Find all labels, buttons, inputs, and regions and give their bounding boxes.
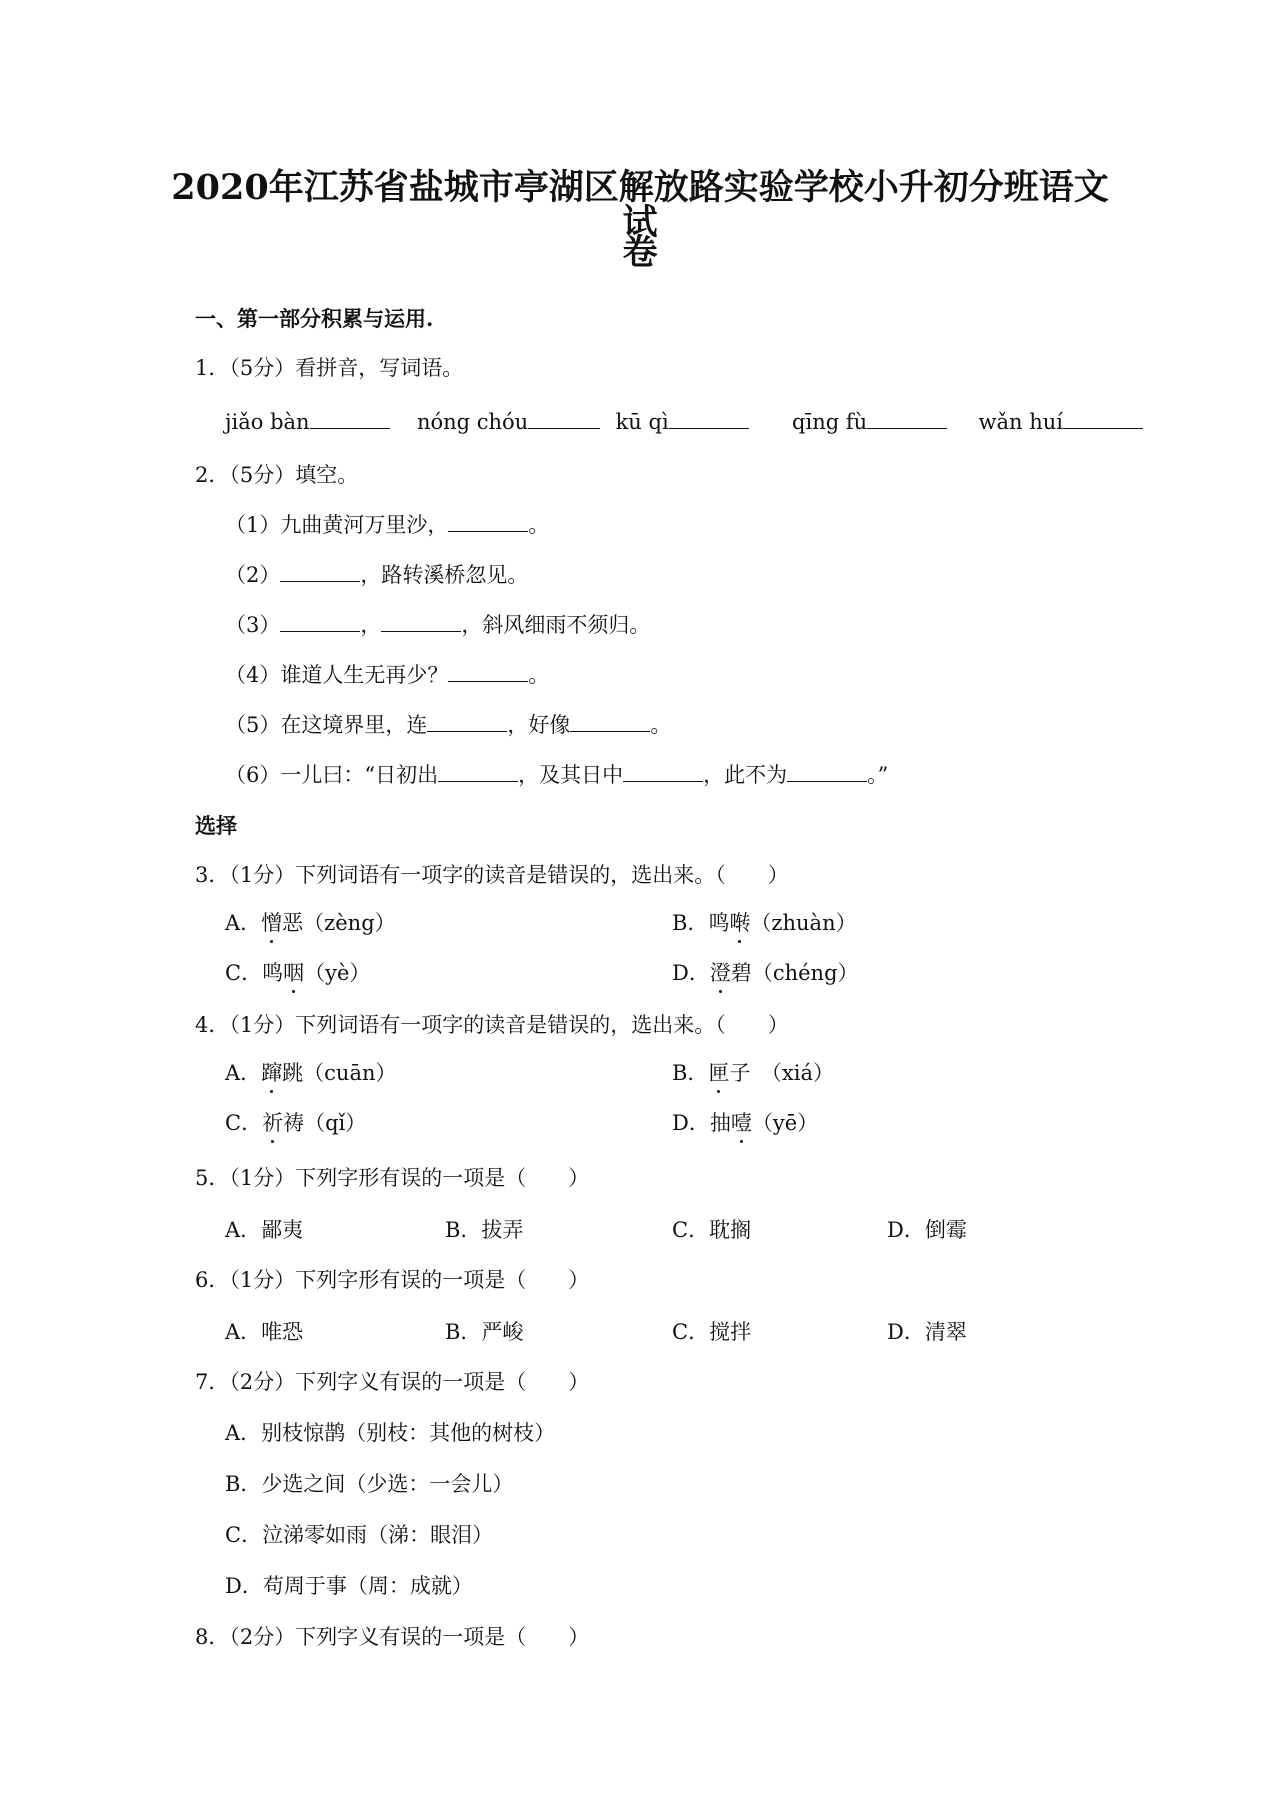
item-text: 。 [528,513,550,537]
document-title-line2: 卷 [622,232,658,273]
question-2-item-2 [225,565,528,586]
question-4-option-d[interactable]: D．抽噎（yē） [672,1111,819,1135]
question-1-stem: 1．（5分）看拼音，写词语。 [195,356,464,380]
answer-blank[interactable] [570,730,650,732]
answer-blank[interactable] [280,580,360,582]
item-number: （4） [225,663,281,687]
item-text: 。” [867,763,889,787]
answer-blank[interactable] [427,730,507,732]
item-number: （5） [225,713,281,737]
answer-blank[interactable] [438,780,518,782]
pinyin-item: kū qì [615,410,669,434]
question-7-option-a[interactable]: A．别枝惊鹊（别枝：其他的树枝） [225,1421,556,1445]
question-4-stem: 4．（1分）下列词语有一项字的读音是错误的，选出来。（ ） [195,1013,789,1037]
answer-blank[interactable] [867,427,947,429]
answer-blank[interactable] [1063,427,1143,429]
question-4-option-c[interactable]: C．祈祷（qǐ） [225,1111,367,1135]
item-text: 九曲黄河万里沙， [280,513,449,537]
item-number: （1） [225,513,281,537]
item-text: 。 [650,713,672,737]
question-3-option-a[interactable]: A．憎恶（zèng） [225,911,396,935]
question-3-option-b[interactable]: B．鸣啭（zhuàn） [672,911,857,935]
question-3-option-c[interactable]: C．鸣咽（yè） [225,961,371,985]
question-6-option-d[interactable]: D．清翠 [887,1320,967,1344]
question-3-stem: 3．（1分）下列词语有一项字的读音是错误的，选出来。（ ） [195,863,789,887]
question-5-option-c[interactable]: C．耽搁 [672,1218,752,1242]
section-heading-choice: 选择 [195,813,237,838]
question-3-option-d[interactable]: D．澄碧（chéng） [672,961,859,985]
pinyin-item: jiǎo bàn [225,410,310,434]
item-text: 在这境界里，连 [280,713,428,737]
item-text: ，路转溪桥忽见。 [360,563,529,587]
answer-blank[interactable] [280,630,360,632]
question-7-option-b[interactable]: B．少选之间（少选：一会儿） [225,1472,514,1496]
question-7-option-d[interactable]: D．苟周于事（周：成就） [225,1574,473,1598]
question-6-option-a[interactable]: A．唯恐 [225,1320,304,1344]
answer-blank[interactable] [669,427,749,429]
question-5-option-a[interactable]: A．鄙夷 [225,1218,304,1242]
question-2-item-4 [225,665,549,686]
question-2-item-5 [225,715,671,736]
answer-blank[interactable] [528,427,600,429]
pinyin-item: qīng fù [792,410,868,434]
question-5-stem: 5．（1分）下列字形有误的一项是（ ） [195,1166,590,1190]
question-2-item-1 [225,515,549,536]
question-7-option-c[interactable]: C．泣涕零如雨（涕：眼泪） [225,1523,494,1547]
answer-blank[interactable] [787,780,867,782]
pinyin-item: nóng chóu [416,410,529,434]
item-number: （2） [225,563,281,587]
item-text: ，此不为 [703,763,788,787]
item-number: （6） [225,763,281,787]
answer-blank[interactable] [448,530,528,532]
question-2-item-6 [225,765,888,786]
answer-blank[interactable] [310,427,390,429]
item-text: ， [360,613,382,637]
question-6-option-c[interactable]: C．搅拌 [672,1320,752,1344]
answer-blank[interactable] [381,630,461,632]
document-title-line1: 2020年江苏省盐城市亭湖区解放路实验学校小升初分班语文试 [171,167,1109,243]
answer-blank[interactable] [623,780,703,782]
item-text: 。 [528,663,550,687]
section-heading-part1: 一、第一部分积累与运用. [195,306,434,331]
item-text: ，及其日中 [518,763,624,787]
item-text: ，好像 [507,713,571,737]
item-number: （3） [225,613,281,637]
item-text: ，斜风细雨不须归。 [461,613,651,637]
question-8-stem: 8．（2分）下列字义有误的一项是（ ） [195,1625,590,1649]
answer-blank[interactable] [448,680,528,682]
item-text: 谁道人生无再少？ [280,663,449,687]
question-4-option-b[interactable]: B．匣子 （xiá） [672,1061,835,1085]
question-6-option-b[interactable]: B．严峻 [445,1320,524,1344]
question-5-option-d[interactable]: D．倒霉 [887,1218,967,1242]
question-1-pinyin-row [225,412,1143,433]
question-4-option-a[interactable]: A．蹿跳（cuān） [225,1061,397,1085]
question-6-stem: 6．（1分）下列字形有误的一项是（ ） [195,1268,590,1292]
pinyin-item: wǎn huí [978,410,1063,434]
question-2-item-3 [225,615,650,636]
item-text: 一儿曰：“日初出 [280,763,439,787]
question-5-option-b[interactable]: B．拔弄 [445,1218,524,1242]
question-2-stem: 2．（5分）填空。 [195,463,359,487]
question-7-stem: 7．（2分）下列字义有误的一项是（ ） [195,1370,590,1394]
